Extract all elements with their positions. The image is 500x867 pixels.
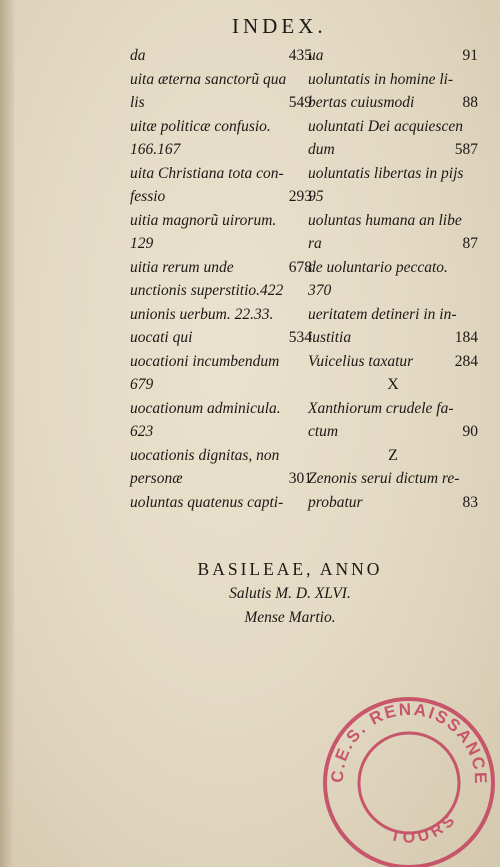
- index-entry-text: 679: [130, 376, 154, 393]
- index-entry-text: ua: [308, 47, 324, 64]
- index-entry-text: 623: [130, 423, 154, 440]
- index-entry: [130, 444, 312, 468]
- index-entry-text: ctum: [308, 423, 339, 440]
- imprint-block: [140, 556, 440, 630]
- index-header: INDEX.: [232, 14, 327, 38]
- index-entry-text: uitia rerum unde: [130, 258, 234, 276]
- index-entry: [130, 397, 312, 421]
- index-entry: [308, 256, 478, 280]
- index-entry: [130, 232, 312, 256]
- index-entry-text: Z: [388, 446, 398, 464]
- index-entry-text: iustitia: [308, 329, 352, 346]
- index-entry: [130, 279, 312, 303]
- index-entry-text: unionis uerbum. 22.33.: [130, 305, 274, 323]
- index-entry: [308, 209, 478, 233]
- index-entry-text: uoluntas quatenus capti-: [130, 493, 284, 511]
- index-entry: [130, 256, 312, 280]
- index-entry-text: uocationum adminicula.: [130, 399, 281, 417]
- index-entry-text: uita æterna sanctorũ qua: [130, 70, 287, 88]
- index-entry-text: fessio: [130, 188, 166, 205]
- index-entry: [308, 467, 478, 491]
- index-entry: [130, 420, 312, 444]
- index-entry-text: unctionis superstitio.422: [130, 282, 284, 299]
- index-entry-text: uita Christiana tota con-: [130, 164, 284, 182]
- index-entry: [130, 162, 312, 186]
- index-entry: [308, 232, 478, 256]
- index-entry-page-number: 587: [454, 141, 478, 158]
- index-entry-text: uoluntatis in homine li-: [308, 70, 454, 88]
- index-entry: [308, 44, 478, 68]
- index-entry: [130, 91, 312, 115]
- index-entry: [130, 491, 312, 515]
- index-entry-page-number: 678: [288, 258, 312, 276]
- index-entry: [308, 444, 478, 468]
- index-entry-text: da: [130, 47, 146, 64]
- index-entry-page-number: 293: [288, 188, 312, 205]
- index-entry-text: Zenonis serui dictum re-: [308, 470, 460, 487]
- index-entry: [308, 397, 478, 421]
- index-entry: [130, 68, 312, 92]
- index-entry-text: uocati qui: [130, 329, 193, 346]
- index-entry-page-number: 435: [288, 47, 312, 64]
- index-entry-page-number: 301: [288, 470, 312, 487]
- index-entry: [308, 91, 478, 115]
- index-entry-page-number: 184: [454, 329, 478, 346]
- index-entry-text: dum: [308, 141, 335, 158]
- index-entry-text: personæ: [130, 470, 183, 487]
- index-entry: [130, 44, 312, 68]
- index-left-column: [130, 44, 312, 514]
- index-entry: [308, 420, 478, 444]
- index-entry: [308, 185, 478, 209]
- index-entry-text: uitia magnorũ uirorum.: [130, 211, 277, 229]
- index-entry-text: de uoluntario peccato.: [308, 258, 448, 276]
- index-entry-text: uoluntas humana an libe: [308, 211, 462, 229]
- index-entry-text: Xanthiorum crudele fa-: [308, 399, 454, 417]
- index-entry: [130, 350, 312, 374]
- imprint-line-2: Salutis M. D. XLVI.: [229, 585, 351, 602]
- index-entry-text: probatur: [308, 493, 363, 511]
- index-entry-text: uitæ politicæ confusio.: [130, 117, 271, 135]
- index-entry: [308, 68, 478, 92]
- index-entry: [130, 115, 312, 139]
- index-entry: [308, 279, 478, 303]
- index-entry-page-number: 91: [462, 47, 478, 64]
- library-stamp-seal: [313, 683, 498, 867]
- index-entry: [130, 138, 312, 162]
- index-entry: [308, 138, 478, 162]
- index-entry-page-number: 549: [288, 94, 312, 111]
- index-entry-text: 166.167: [130, 141, 181, 158]
- index-entry: [130, 209, 312, 233]
- index-entry: [308, 115, 478, 139]
- index-entry: [308, 326, 478, 350]
- index-entry-text: 95: [308, 188, 324, 205]
- page-spine-shadow: [0, 0, 14, 867]
- index-entry-page-number: 284: [454, 352, 478, 370]
- index-entry-text: ueritatem detineri in in-: [308, 305, 457, 323]
- stamp-city-text: TOURS: [388, 809, 461, 847]
- index-entry-text: X: [387, 376, 399, 393]
- index-entry: [130, 303, 312, 327]
- index-entry: [130, 467, 312, 491]
- index-entry-text: bertas cuiusmodi: [308, 94, 415, 111]
- index-entry: [130, 185, 312, 209]
- imprint-line-3: Mense Martio.: [244, 609, 336, 626]
- index-entry-text: uoluntati Dei acquiescen: [308, 117, 463, 135]
- index-entry-text: 129: [130, 235, 154, 252]
- index-entry: [308, 350, 478, 374]
- imprint-line-1: BASILEAE, ANNO: [197, 559, 383, 579]
- stamp-text: C.E.S. RENAISSANCE: [327, 699, 491, 786]
- index-entry-text: ra: [308, 235, 322, 252]
- index-entry: [308, 373, 478, 397]
- index-entry-text: lis: [130, 94, 145, 111]
- index-entry-text: uoluntatis libertas in pijs: [308, 164, 464, 182]
- index-entry: [308, 303, 478, 327]
- index-entry-page-number: 88: [462, 94, 478, 111]
- index-entry: [130, 326, 312, 350]
- index-entry: [308, 491, 478, 515]
- index-right-column: [308, 44, 478, 514]
- index-entry: [308, 162, 478, 186]
- index-entry-text: Vuicelius taxatur: [308, 352, 414, 370]
- index-entry-text: 370: [308, 282, 332, 299]
- index-entry-page-number: 534: [288, 329, 312, 346]
- index-entry: [130, 373, 312, 397]
- index-entry-text: uocationi incumbendum: [130, 352, 280, 370]
- index-entry-page-number: 87: [462, 235, 478, 252]
- index-entry-text: uocationis dignitas, non: [130, 446, 280, 464]
- index-entry-page-number: 83: [462, 493, 478, 511]
- index-entry-page-number: 90: [462, 423, 478, 440]
